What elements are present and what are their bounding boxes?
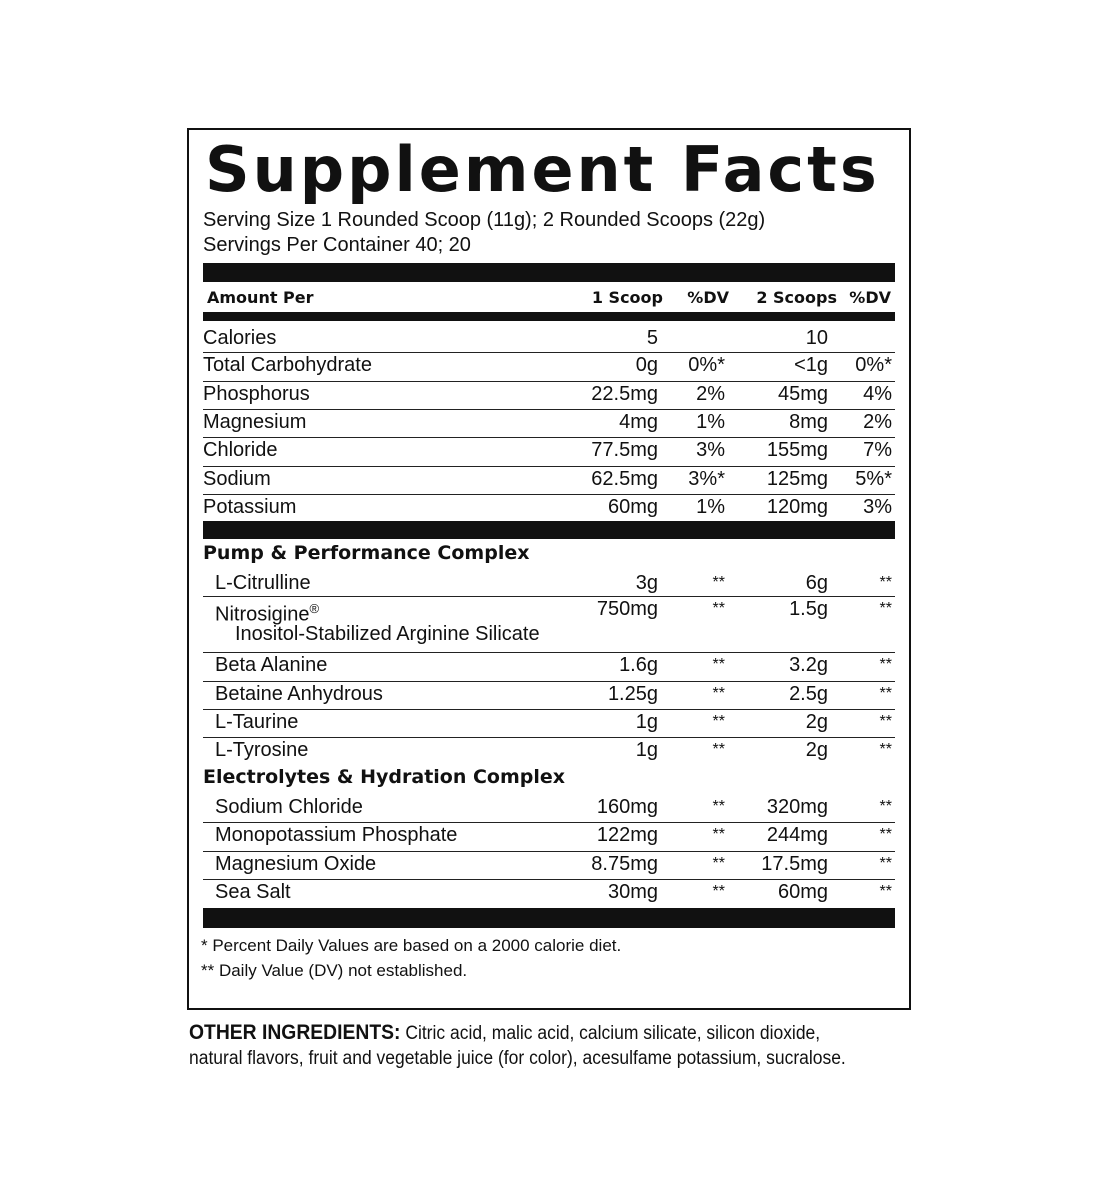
nutrient-name [203,381,310,407]
facts-title: Supplement Facts [205,133,880,206]
amount-per-header: Amount Per [207,288,314,307]
thick-divider-top [203,263,895,282]
serving-info [203,208,765,258]
other-ingredients [189,1020,861,1071]
dv-2-scoops: 2% [863,411,892,433]
dv-2-scoops: 7% [863,439,892,461]
amount-1-scoop: 750mg [596,598,658,620]
dv-1-scoop: 3% [696,439,725,461]
nutrient-name-text: Calories [203,327,277,349]
amount-2-scoops: 45mg [777,383,828,405]
nutrient-name [215,851,376,877]
table-row [203,381,895,410]
dv-1-scoop: 1% [696,411,725,433]
dv-1-scoop: ** [712,741,725,758]
amount-1-scoop: 1g [635,739,658,761]
nutrient-name-text: Monopotassium Phosphate [215,824,458,846]
footnote-percent: * Percent Daily Values are based on a 2000 calorie diet. [201,936,622,955]
nutrient-name [203,437,277,463]
nutrient-name-text: L-Taurine [215,711,299,733]
nutrient-name [203,409,306,435]
other-ingredients-label: OTHER INGREDIENTS: [189,1021,401,1044]
nutrient-name [215,570,311,596]
dv-2-scoops: ** [879,574,892,591]
table-row [203,709,895,738]
amount-1-scoop: 22.5mg [591,383,658,405]
dv-1-scoop: ** [712,883,725,900]
dv-1-scoop: 0%* [688,354,725,376]
amount-2-scoops: 60mg [777,881,828,903]
dv-1-scoop: 2% [696,383,725,405]
nutrient-name [215,794,363,820]
nutrient-name [215,822,457,848]
amount-1-scoop: 1g [635,711,658,733]
table-row [203,596,895,653]
amount-2-scoops: 2g [805,711,828,733]
nutrient-name [203,352,372,378]
amount-1-scoop: 5 [646,327,658,349]
electrolytes-section-title: Electrolytes & Hydration Complex [203,766,566,788]
nutrient-name [215,681,383,707]
registered-mark: ® [309,601,320,616]
table-row [203,325,895,353]
dv-2-scoops: ** [879,713,892,730]
other-ingredients-text: Citric acid, malic acid, calcium silicate, silicon dioxide, natural flavors, fruit and vegetable juice (for color), acesulfame potassium, sucralose. [189,1023,846,1069]
table-row [203,652,895,682]
dv-1-scoop: 1% [696,496,725,518]
nutrient-name [215,879,291,905]
nutrient-name [203,494,296,520]
thick-divider-bottom [203,908,895,928]
table-row [203,794,895,823]
dv-2-scoops: ** [879,855,892,872]
dv-2-scoops: 3% [863,496,892,518]
nutrient-name-text: Total Carbohydrate [203,354,372,376]
pump-section-title: Pump & Performance Complex [203,542,530,564]
table-row [203,681,895,710]
table-row [203,822,895,852]
amount-2-scoops: 2.5g [789,683,828,705]
table-row [203,851,895,880]
table-row [203,437,895,467]
nutrient-name-text: L-Tyrosine [215,739,309,761]
amount-2-scoops: 8mg [789,411,828,433]
dv2-header: %DV [849,288,891,307]
medium-divider [203,312,895,321]
nutrient-name [215,709,298,735]
amount-2-scoops: 1.5g [789,598,828,620]
supplement-facts-panel [187,128,911,1010]
nutrient-name [215,737,308,763]
dv-1-scoop: ** [712,574,725,591]
nutrient-name [203,325,276,351]
amount-2-scoops: 17.5mg [761,853,828,875]
table-row [203,494,895,522]
scoop1-header: 1 Scoop [591,288,663,307]
amount-1-scoop: 3g [635,572,658,594]
servings-per-container: Servings Per Container 40; 20 [203,234,471,256]
thick-divider-middle [203,521,895,539]
dv-2-scoops: ** [879,600,892,617]
dv1-header: %DV [687,288,729,307]
amount-2-scoops: 125mg [766,468,828,490]
dv-1-scoop: ** [712,826,725,843]
dv-2-scoops: ** [879,741,892,758]
amount-1-scoop: 160mg [596,796,658,818]
amount-1-scoop: 4mg [619,411,658,433]
dv-2-scoops: 0%* [855,354,892,376]
dv-2-scoops: ** [879,656,892,673]
nutrient-name-text: Phosphorus [203,383,310,405]
nutrient-name-text: Sodium Chloride [215,796,363,818]
amount-1-scoop: 122mg [596,824,658,846]
amount-2-scoops: 3.2g [789,654,828,676]
table-row [203,466,895,495]
nutrient-name [203,466,271,492]
footnote-not-established: ** Daily Value (DV) not established. [201,961,468,980]
column-header-row [203,282,895,312]
table-row [203,409,895,438]
amount-1-scoop: 60mg [607,496,658,518]
dv-2-scoops: ** [879,883,892,900]
nutrient-name-text: L-Citrulline [215,572,311,594]
amount-2-scoops: 10 [805,327,828,349]
amount-1-scoop: 77.5mg [591,439,658,461]
amount-2-scoops: 155mg [766,439,828,461]
dv-1-scoop: ** [712,600,725,617]
nutrient-name-text: Chloride [203,439,278,461]
amount-1-scoop: 0g [635,354,658,376]
amount-1-scoop: 1.6g [619,654,658,676]
nutrient-name-text: Potassium [203,496,297,518]
dv-2-scoops: ** [879,798,892,815]
amount-1-scoop: 8.75mg [591,853,658,875]
dv-1-scoop: 3%* [688,468,725,490]
dv-1-scoop: ** [712,855,725,872]
nutrient-name-text: Magnesium [203,411,307,433]
dv-2-scoops: ** [879,826,892,843]
table-row [203,879,895,907]
amount-1-scoop: 62.5mg [591,468,658,490]
scoop2-header: 2 Scoops [756,288,837,307]
nutrient-name [215,652,327,678]
amount-2-scoops: 320mg [766,796,828,818]
nutrient-subtitle: Inositol-Stabilized Arginine Silicate [235,623,540,645]
nutrient-name-text: Betaine Anhydrous [215,683,383,705]
nutrient-name-text: Beta Alanine [215,654,328,676]
amount-2-scoops: 6g [805,572,828,594]
nutrient-name-text: Sodium [203,468,271,490]
table-row [203,737,895,765]
amount-1-scoop: 30mg [607,881,658,903]
dv-2-scoops: 4% [863,383,892,405]
dv-1-scoop: ** [712,656,725,673]
dv-1-scoop: ** [712,798,725,815]
table-row [203,570,895,597]
nutrient-name-text: Nitrosigine [215,603,310,626]
nutrient-name-text: Sea Salt [215,881,291,903]
table-row [203,352,895,382]
dv-1-scoop: ** [712,685,725,702]
dv-2-scoops: ** [879,685,892,702]
nutrient-name-text: Magnesium Oxide [215,853,377,875]
serving-size: Serving Size 1 Rounded Scoop (11g); 2 Rounded Scoops (22g) [203,209,766,231]
dv-2-scoops: 5%* [855,468,892,490]
amount-2-scoops: 120mg [766,496,828,518]
amount-2-scoops: 244mg [766,824,828,846]
amount-2-scoops: 2g [805,739,828,761]
dv-1-scoop: ** [712,713,725,730]
amount-1-scoop: 1.25g [607,683,658,705]
amount-2-scoops: <1g [794,354,828,376]
